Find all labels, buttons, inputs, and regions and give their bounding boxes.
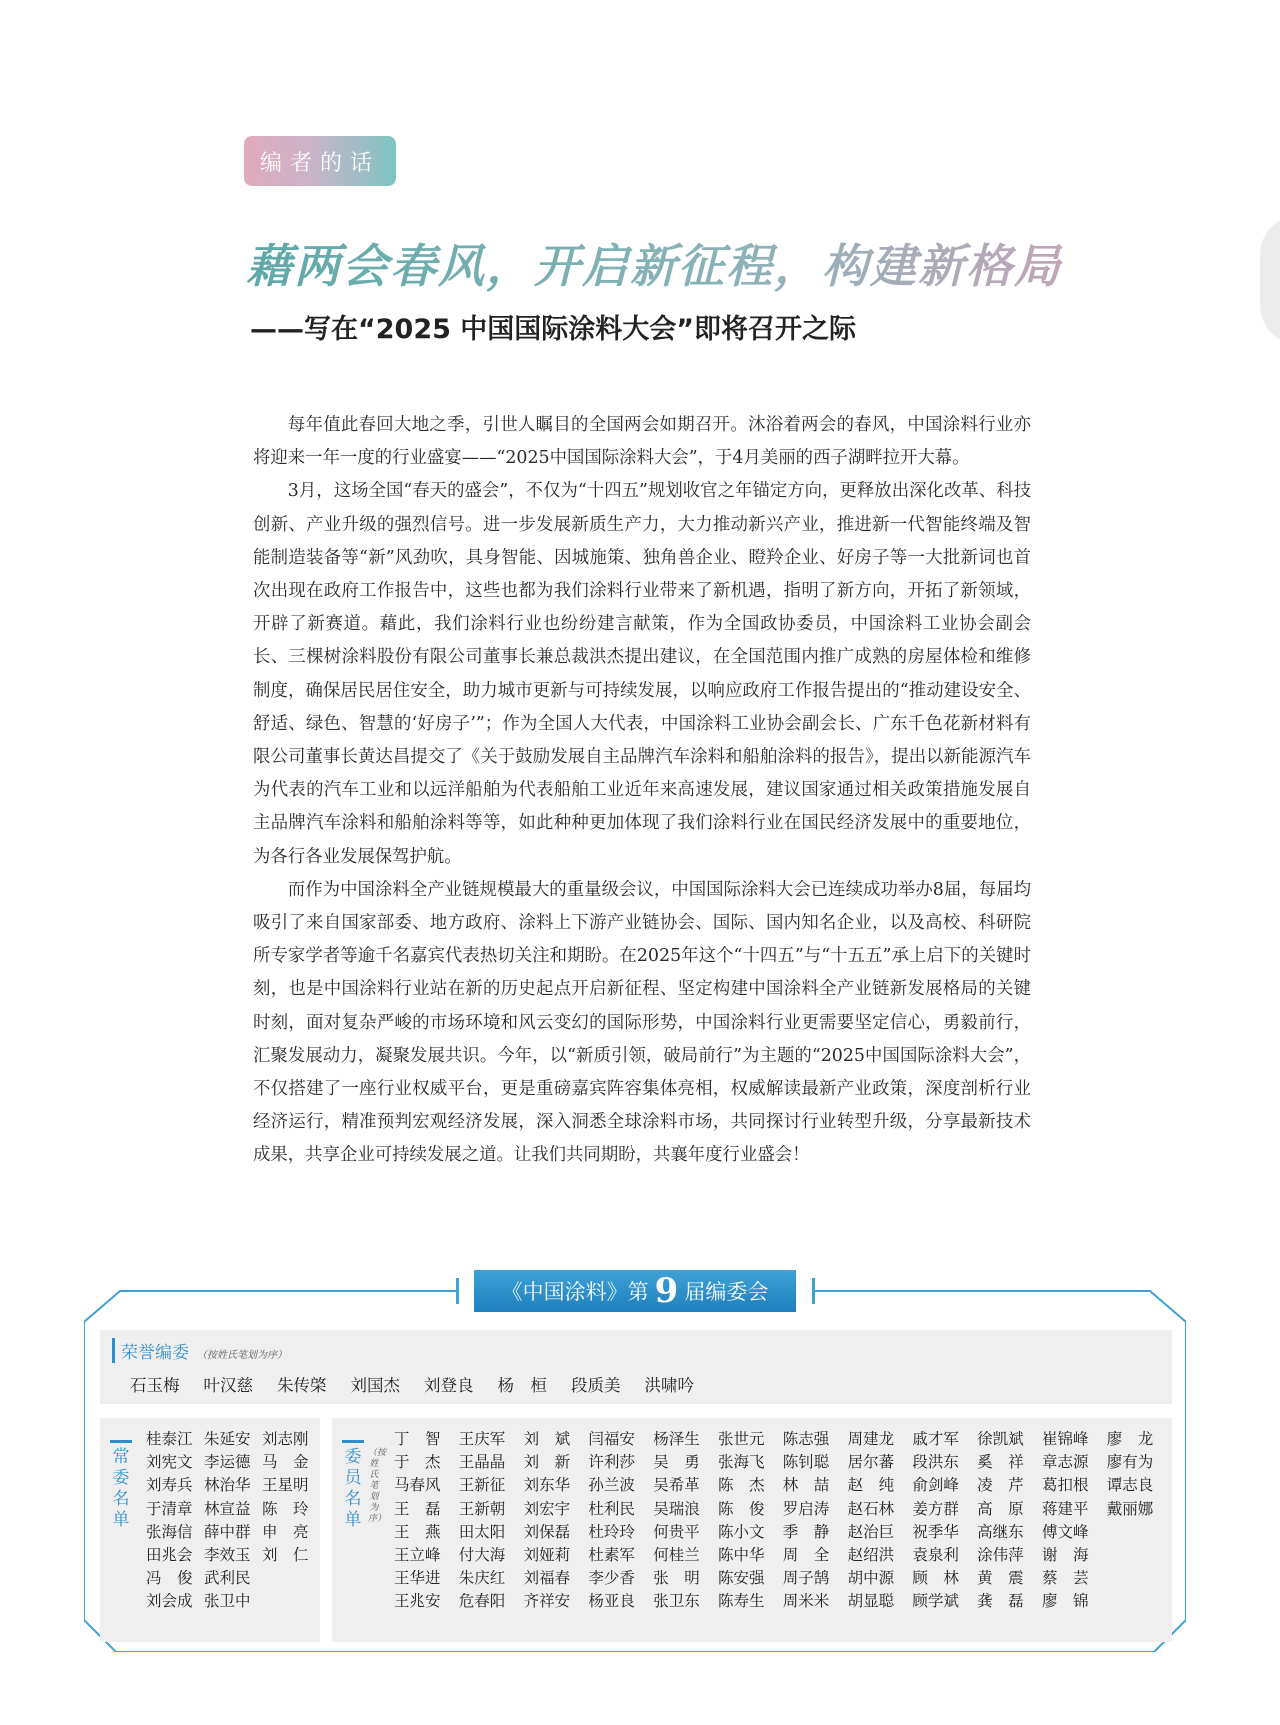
standing-member-name: 陈 玲 xyxy=(262,1499,309,1518)
committee-member-name: 陈 俊 xyxy=(717,1499,765,1518)
committee-member-name: 张 明 xyxy=(653,1569,700,1588)
committee-member-name: 傅文峰 xyxy=(1041,1522,1089,1541)
committee-member-name: 徐凯斌 xyxy=(977,1430,1024,1448)
committee-member-name: 杜玲玲 xyxy=(588,1522,635,1541)
standing-member-name: 刘 仁 xyxy=(262,1545,309,1564)
committee-member-name: 胡显聪 xyxy=(847,1592,895,1611)
committee-member-name: 廖 锦 xyxy=(1041,1592,1089,1611)
committee-member-name: 章志源 xyxy=(1041,1453,1089,1472)
standing-name-grid xyxy=(146,1428,320,1614)
committee-member-name: 顾 林 xyxy=(912,1569,959,1588)
standing-member-name: 冯 俊 xyxy=(146,1569,193,1588)
banner-session-number: 9 xyxy=(654,1271,679,1311)
committee-member-name: 葛扣根 xyxy=(1041,1476,1089,1495)
committee-member-name: 奚 祥 xyxy=(977,1453,1024,1472)
committee-member-name: 高继东 xyxy=(977,1522,1024,1541)
committee-member-name: 王新征 xyxy=(458,1476,506,1495)
standing-member-name: 桂泰江 xyxy=(146,1430,193,1448)
committee-member-name: 许利莎 xyxy=(588,1453,635,1472)
committee-member-name: 何贵平 xyxy=(653,1522,700,1541)
committee-member-name: 齐祥安 xyxy=(523,1592,571,1611)
committee-member-name: 王 磊 xyxy=(394,1499,441,1518)
committee-member-name: 王 燕 xyxy=(394,1522,441,1541)
honorary-title: 荣誉编委 xyxy=(121,1343,189,1363)
committee-member-name: 涂伟萍 xyxy=(977,1545,1024,1564)
standing-title: 常委名单 xyxy=(110,1440,132,1531)
banner-left-tick xyxy=(456,1278,459,1304)
committee-member-name: 刘 新 xyxy=(523,1453,571,1472)
committee-member-name: 刘娅莉 xyxy=(523,1545,571,1564)
standing-member-name: 武利民 xyxy=(204,1569,251,1588)
standing-member-name: 王星明 xyxy=(262,1476,309,1495)
committee-member-name: 李少香 xyxy=(588,1569,635,1588)
banner-connector-line xyxy=(444,1290,456,1292)
committee-member-name: 谭志良 xyxy=(1106,1476,1154,1495)
committee-member-name: 凌 芹 xyxy=(977,1476,1024,1495)
committee-member-name: 王晶晶 xyxy=(458,1453,506,1472)
committee-member-name: 龚 磊 xyxy=(977,1592,1024,1611)
editorial-article xyxy=(253,409,1031,1173)
page-subtitle: ——写在“2025 中国国际涂料大会”即将召开之际 xyxy=(250,314,857,345)
committee-member-name: 王立峰 xyxy=(394,1545,441,1564)
committee-member-name: 吴希革 xyxy=(653,1476,700,1495)
committee-member-name: 赵绍洪 xyxy=(847,1545,895,1564)
standing-member-name: 申 亮 xyxy=(262,1522,309,1541)
committee-member-name: 吴 勇 xyxy=(653,1453,700,1472)
committee-member-name: 罗启涛 xyxy=(782,1499,830,1518)
honorary-member-name: 叶汉慈 xyxy=(203,1376,253,1395)
committee-member-name: 陈中华 xyxy=(717,1545,765,1564)
committee-member-name: 黄 震 xyxy=(977,1569,1024,1588)
committee-member-name: 陈 杰 xyxy=(717,1476,765,1495)
committee-member-name: 姜方群 xyxy=(912,1499,959,1518)
committee-member-name: 张卫东 xyxy=(653,1592,700,1611)
page-title: 藉两会春风，开启新征程，构建新格局 xyxy=(246,236,1206,296)
committee-member-name: 顾学斌 xyxy=(912,1592,959,1611)
honorary-heading xyxy=(112,1338,287,1363)
committee-member-name: 高 原 xyxy=(977,1499,1024,1518)
committee-member-name: 赵石林 xyxy=(847,1499,895,1518)
committee-member-name: 张海飞 xyxy=(717,1453,765,1472)
committee-member-name: 周建龙 xyxy=(847,1430,895,1448)
section-label: 编者的话 xyxy=(244,136,396,186)
standing-member-name: 刘会成 xyxy=(146,1592,193,1611)
standing-member-name: 田兆会 xyxy=(146,1545,193,1564)
members-committee-box xyxy=(332,1418,1172,1642)
banner-connector-line xyxy=(814,1290,826,1292)
committee-member-name: 袁泉利 xyxy=(912,1545,959,1564)
committee-member-name: 刘宏宇 xyxy=(523,1499,571,1518)
committee-member-name: 吴瑞浪 xyxy=(653,1499,700,1518)
committee-member-name: 张世元 xyxy=(717,1430,765,1448)
standing-member-name: 刘志刚 xyxy=(262,1430,309,1448)
article-paragraph: 而作为中国涂料全产业链规模最大的重量级会议，中国国际涂料大会已连续成功举办8届，每届均吸引了来自国家部委、地方政府、涂料上下游产业链协会、国际、国内知名企业，以及高校、科研院所专家学者等逾千名嘉宾代表热切关注和期盼。在2025年这个“十四五”与“十五五”承上启下的关键时刻，也是中国涂料行业站在新的历史起点开启新征程、坚定构建中国涂料全产业链新发展格局的关键时刻，面对复杂严峻的市场环境和风云变幻的国际形势，中国涂料行业更需要坚定信心，勇毅前行，汇聚发展动力，凝聚发展共识。今年，以“新质引领，破局前行”为主题的“2025中国国际涂料大会”，不仅搭建了一座行业权威平台，更是重磅嘉宾阵容集体亮相，权威解读最新产业政策，深度剖析行业经济运行，精准预判宏观经济发展，深入洞悉全球涂料市场，共同探讨行业转型升级，分享最新技术成果，共享企业可持续发展之道。让我们共同期盼，共襄年度行业盛会！ xyxy=(253,879,1031,1166)
committee-member-name: 陈钊聪 xyxy=(782,1453,830,1472)
honorary-member-name: 段质美 xyxy=(571,1376,621,1395)
committee-member-name: 杜素军 xyxy=(588,1545,635,1564)
committee-member-name: 王兆安 xyxy=(394,1592,441,1611)
standing-member-name: 张卫中 xyxy=(204,1592,251,1611)
committee-member-name: 俞剑峰 xyxy=(912,1476,959,1495)
standing-member-name: 李效玉 xyxy=(204,1545,251,1564)
members-title: 委员名单 xyxy=(342,1440,364,1531)
standing-member-name: 朱延安 xyxy=(204,1430,251,1448)
honorary-committee-box xyxy=(100,1330,1172,1404)
standing-member-name: 林宣益 xyxy=(204,1499,251,1518)
editorial-committee-panel xyxy=(84,1270,1186,1652)
committee-member-name: 刘保磊 xyxy=(523,1522,571,1541)
article-paragraph: 3月，这场全国“春天的盛会”，不仅为“十四五”规划收官之年锚定方向，更释放出深化改革、科技创新、产业升级的强烈信号。进一步发展新质生产力，大力推动新兴产业，推进新一代智能终端及智能制造装备等“新”风劲吹，具身智能、因城施策、独角兽企业、瞪羚企业、好房子等一大批新词也首次出现在政府工作报告中，这些也都为我们涂料行业带来了新机遇，指明了新方向，开拓了新领域，开辟了新赛道。藉此，我们涂料行业也纷纷建言献策，作为全国政协委员，中国涂料工业协会副会长、三棵树涂料股份有限公司董事长兼总裁洪杰提出建议，在全国范围内推广成熟的房屋体检和维修制度，确保居民居住安全，助力城市更新与可持续发展，以响应政府工作报告提出的“推动建设安全、舒适、绿色、智慧的‘好房子’”；作为全国人大代表，中国涂料工业协会副会长、广东千色花新材料有限公司董事长黄达昌提交了《关于鼓励发展自主品牌汽车涂料和船舶涂料的报告》，提出以新能源汽车为代表的汽车工业和以远洋船舶为代表船舶工业近年来高速发展，建议国家通过相关政策措施发展自主品牌汽车涂料和船舶涂料等等，如此种种更加体现了我们涂料行业在国民经济发展中的重要地位，为各行各业发展保驾护航。 xyxy=(253,481,1031,867)
committee-member-name: 陈小文 xyxy=(717,1522,765,1541)
committee-member-name: 何桂兰 xyxy=(653,1545,700,1564)
committee-member-name: 周米米 xyxy=(782,1592,830,1611)
committee-member-name: 田太阳 xyxy=(458,1522,506,1541)
committee-member-name: 季 静 xyxy=(782,1522,830,1541)
committee-member-name: 崔锦峰 xyxy=(1041,1430,1089,1448)
honorary-member-name: 刘国杰 xyxy=(350,1376,400,1395)
committee-member-name: 周子鹄 xyxy=(782,1569,830,1588)
article-paragraph: 每年值此春回大地之季，引世人瞩目的全国两会如期召开。沐浴着两会的春风，中国涂料行业亦将迎来一年一度的行业盛宴——“2025中国国际涂料大会”，于4月美丽的西子湖畔拉开大幕。 xyxy=(253,415,1031,469)
honorary-member-name: 洪啸吟 xyxy=(644,1376,694,1395)
honorary-member-name: 朱传棨 xyxy=(277,1376,327,1395)
committee-member-name: 戴丽娜 xyxy=(1106,1499,1154,1518)
committee-member-name: 陈寿生 xyxy=(717,1592,765,1611)
committee-member-name: 蔡 芸 xyxy=(1041,1569,1089,1588)
committee-member-name: 刘 斌 xyxy=(523,1430,571,1448)
standing-member-name: 张海信 xyxy=(146,1522,193,1541)
committee-banner xyxy=(474,1270,796,1312)
honorary-member-name: 刘登良 xyxy=(424,1376,474,1395)
committee-member-name: 闫福安 xyxy=(588,1430,635,1448)
committee-member-name: 廖有为 xyxy=(1106,1453,1154,1472)
committee-member-name: 周 全 xyxy=(782,1545,830,1564)
committee-member-name: 孙兰波 xyxy=(588,1476,635,1495)
standing-member-name: 于清章 xyxy=(146,1499,193,1518)
committee-member-name: 谢 海 xyxy=(1041,1545,1089,1564)
committee-member-name: 朱庆红 xyxy=(458,1569,506,1588)
committee-member-name: 陈安强 xyxy=(717,1569,765,1588)
members-name-grid xyxy=(394,1428,1172,1614)
committee-member-name: 胡中源 xyxy=(847,1569,895,1588)
honorary-sort-note: （按姓氏笔划为序） xyxy=(197,1350,287,1361)
committee-member-name: 段洪东 xyxy=(912,1453,959,1472)
committee-member-name: 赵 纯 xyxy=(847,1476,895,1495)
committee-member-name: 陈志强 xyxy=(782,1430,830,1448)
committee-member-name: 居尔蕃 xyxy=(847,1453,895,1472)
honorary-name-list xyxy=(130,1372,694,1396)
committee-member-name: 林 喆 xyxy=(782,1476,830,1495)
standing-member-name: 李运德 xyxy=(204,1453,251,1472)
honorary-member-name: 石玉梅 xyxy=(130,1376,180,1395)
committee-member-name: 马春风 xyxy=(394,1476,441,1495)
standing-committee-box xyxy=(100,1418,320,1642)
committee-member-name: 王华进 xyxy=(394,1569,441,1588)
committee-member-name: 祝季华 xyxy=(912,1522,959,1541)
committee-member-name: 刘福春 xyxy=(523,1569,571,1588)
banner-text-suffix: 届编委会 xyxy=(684,1280,769,1304)
committee-member-name: 危春阳 xyxy=(458,1592,506,1611)
committee-member-name: 于 杰 xyxy=(394,1453,441,1472)
standing-member-name: 刘寿兵 xyxy=(146,1476,193,1495)
committee-member-name: 杨亚良 xyxy=(588,1592,635,1611)
committee-member-name: 杨泽生 xyxy=(653,1430,700,1448)
committee-member-name: 王新朝 xyxy=(458,1499,506,1518)
committee-member-name: 付大海 xyxy=(458,1545,506,1564)
committee-member-name: 王庆军 xyxy=(458,1430,506,1448)
committee-member-name: 杜利民 xyxy=(588,1499,635,1518)
committee-member-name: 戚才军 xyxy=(912,1430,959,1448)
standing-member-name: 薛中群 xyxy=(204,1522,251,1541)
committee-member-name: 蒋建平 xyxy=(1041,1499,1089,1518)
banner-text-prefix: 《中国涂料》第 xyxy=(501,1280,649,1304)
standing-member-name: 马 金 xyxy=(262,1453,309,1472)
page-edge-tab xyxy=(1260,215,1280,345)
standing-member-name: 刘宪文 xyxy=(146,1453,193,1472)
committee-member-name: 丁 智 xyxy=(394,1430,441,1448)
committee-member-name: 刘东华 xyxy=(523,1476,571,1495)
committee-member-name: 廖 龙 xyxy=(1106,1430,1154,1448)
honorary-member-name: 杨 桓 xyxy=(497,1376,547,1395)
standing-member-name: 林治华 xyxy=(204,1476,251,1495)
committee-member-name: 赵治巨 xyxy=(847,1522,895,1541)
members-sort-note: （按姓氏笔划为序） xyxy=(368,1448,387,1524)
